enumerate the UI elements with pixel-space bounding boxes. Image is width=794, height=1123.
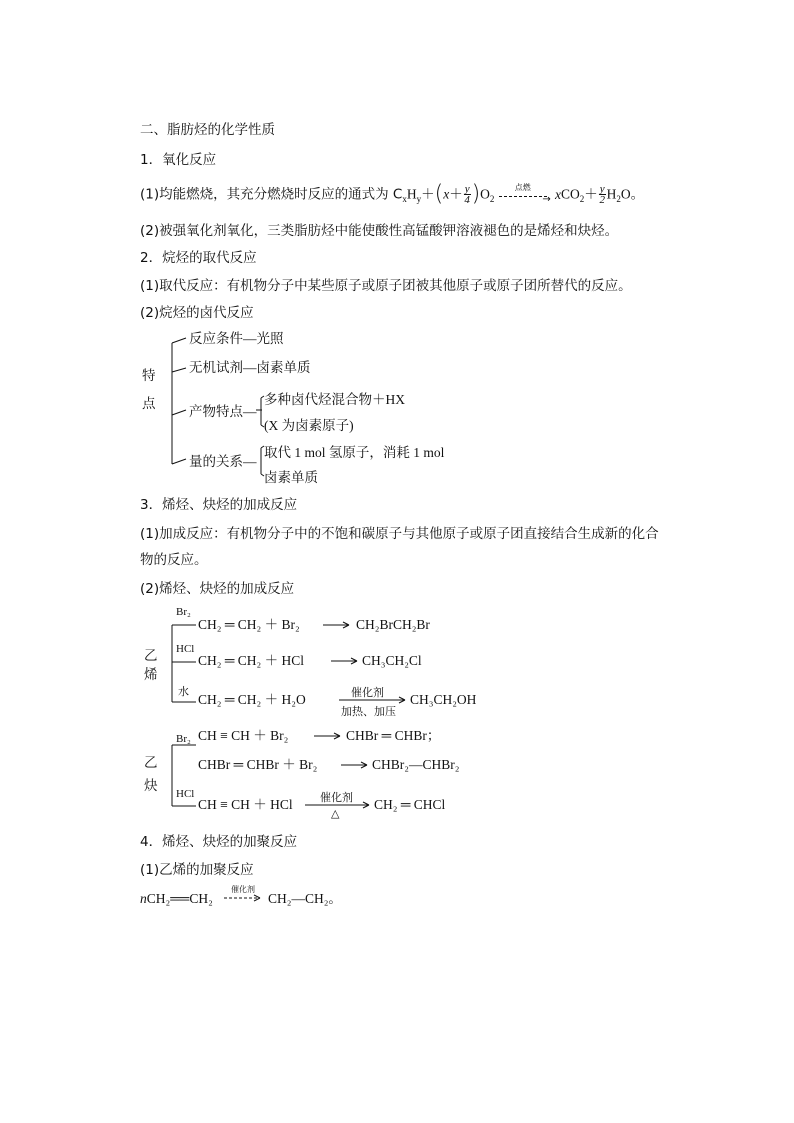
combustion-equation: (1)均能燃烧，其充分燃烧时反应的通式为 $C_xH_y+(x+$ $\frac{y}{4}$ )$O_2$ 点燃 → xCO$_2$＋ $\frac{y}{2}$ $H_2O$。: [140, 181, 645, 207]
ethylene-r3-condition: 加热、加压: [341, 705, 396, 718]
alkane-quantity-line-1: 取代 1 mol 氢原子，消耗 1 mol: [264, 445, 445, 460]
polymerization-para-1: (1)乙烯的加聚反应: [140, 862, 254, 878]
alkane-root-char-2: 点: [142, 396, 156, 412]
acetylene-r2-reagent: HCl: [176, 788, 195, 800]
acetylene-r1-rhs: CHBr ═ CHBr；: [346, 728, 441, 743]
acetylene-r1b-rhs: CHBr₂—CHBr₂: [372, 757, 460, 772]
ethylene-root-char-1: 乙: [144, 648, 158, 664]
alkane-branch-quantity: 量的关系—: [189, 454, 257, 469]
alkane-branch-reagent: 无机试剂—卤素单质: [189, 360, 311, 375]
acetylene-r1-reagent: Br₂: [176, 733, 191, 745]
ignition-arrow: 点燃 →: [499, 188, 547, 202]
ethylene-r1-reagent: Br₂: [176, 606, 191, 618]
alkane-root-char-1: 特: [142, 368, 156, 384]
addition-para-1a: (1)加成反应：有机物分子中的不饱和碳原子与其他原子或原子团直接结合生成新的化合: [140, 526, 659, 542]
acetylene-r2-catalyst: 催化剂: [320, 791, 353, 804]
ethylene-r2-rhs: CH₃CH₂Cl: [362, 653, 422, 668]
ethylene-r3-reagent: 水: [178, 685, 189, 698]
ethylene-r1-lhs: CH₂ ═ CH₂ ＋ Br₂: [198, 617, 300, 632]
ethylene-r3-rhs: CH₃CH₂OH: [410, 692, 477, 707]
right-paren: ): [471, 181, 481, 207]
oxidation-para-2: (2)被强氧化剂氧化，三类脂肪烃中能使酸性高锰酸钾溶液褪色的是烯烃和炔烃。: [140, 223, 619, 239]
acetylene-r1b-lhs: CHBr ═ CHBr ＋ Br₂: [198, 757, 318, 772]
alkane-branch-condition: 反应条件—光照: [189, 331, 284, 346]
acetylene-root-char-2: 炔: [144, 778, 158, 794]
polymer-product: CH₂—CH₂。: [268, 891, 342, 906]
polymerization-catalyst: 催化剂: [231, 885, 255, 894]
subsection-title-substitution: 2．烷烃的取代反应: [140, 250, 257, 266]
fraction-y-over-2: $\frac{y}{2}$: [599, 183, 605, 206]
ethylene-r2-lhs: CH₂ ═ CH₂ ＋ HCl: [198, 653, 304, 668]
ethylene-r3-lhs: CH₂ ═ CH₂ ＋ H₂O: [198, 692, 306, 707]
addition-para-1b: 物的反应。: [140, 552, 208, 568]
alkane-branch-product: 产物特点—: [189, 404, 257, 419]
ethylene-root-char-2: 烯: [144, 667, 158, 683]
section-title: 二、脂肪烃的化学性质: [140, 122, 275, 138]
acetylene-r2-rhs: CH₂ ═ CHCl: [374, 797, 446, 812]
acetylene-r2-heat: △: [331, 807, 340, 820]
ethylene-r2-reagent: HCl: [176, 643, 195, 655]
substitution-para-1: (1)取代反应：有机物分子中某些原子或原子团被其他原子或原子团所替代的反应。: [140, 278, 632, 294]
subsection-title-addition: 3．烯烃、炔烃的加成反应: [140, 497, 298, 513]
ethylene-r3-catalyst: 催化剂: [351, 686, 384, 699]
acetylene-r2-lhs: CH ≡ CH ＋ HCl: [198, 797, 293, 812]
left-paren: (: [434, 181, 444, 207]
subsection-title-polymerization: 4．烯烃、炔烃的加聚反应: [140, 834, 298, 850]
addition-para-2: (2)烯烃、炔烃的加成反应: [140, 581, 295, 597]
ethylene-r1-rhs: CH₂BrCH₂Br: [356, 617, 430, 632]
substitution-para-2: (2)烷烃的卤代反应: [140, 305, 254, 321]
alkane-product-line-1: 多种卤代烃混合物＋HX: [264, 392, 405, 407]
fraction-y-over-4: $\frac{y}{4}$: [464, 183, 470, 206]
acetylene-r1-lhs: CH ≡ CH ＋ Br₂: [198, 728, 289, 743]
acetylene-root-char-1: 乙: [144, 755, 158, 771]
alkane-quantity-line-2: 卤素单质: [264, 470, 318, 485]
polymerization-equation: nCH₂══CH₂: [140, 891, 213, 906]
subsection-title-oxidation: 1．氧化反应: [140, 152, 217, 168]
alkane-product-line-2: (X 为卤素原子): [264, 418, 354, 433]
